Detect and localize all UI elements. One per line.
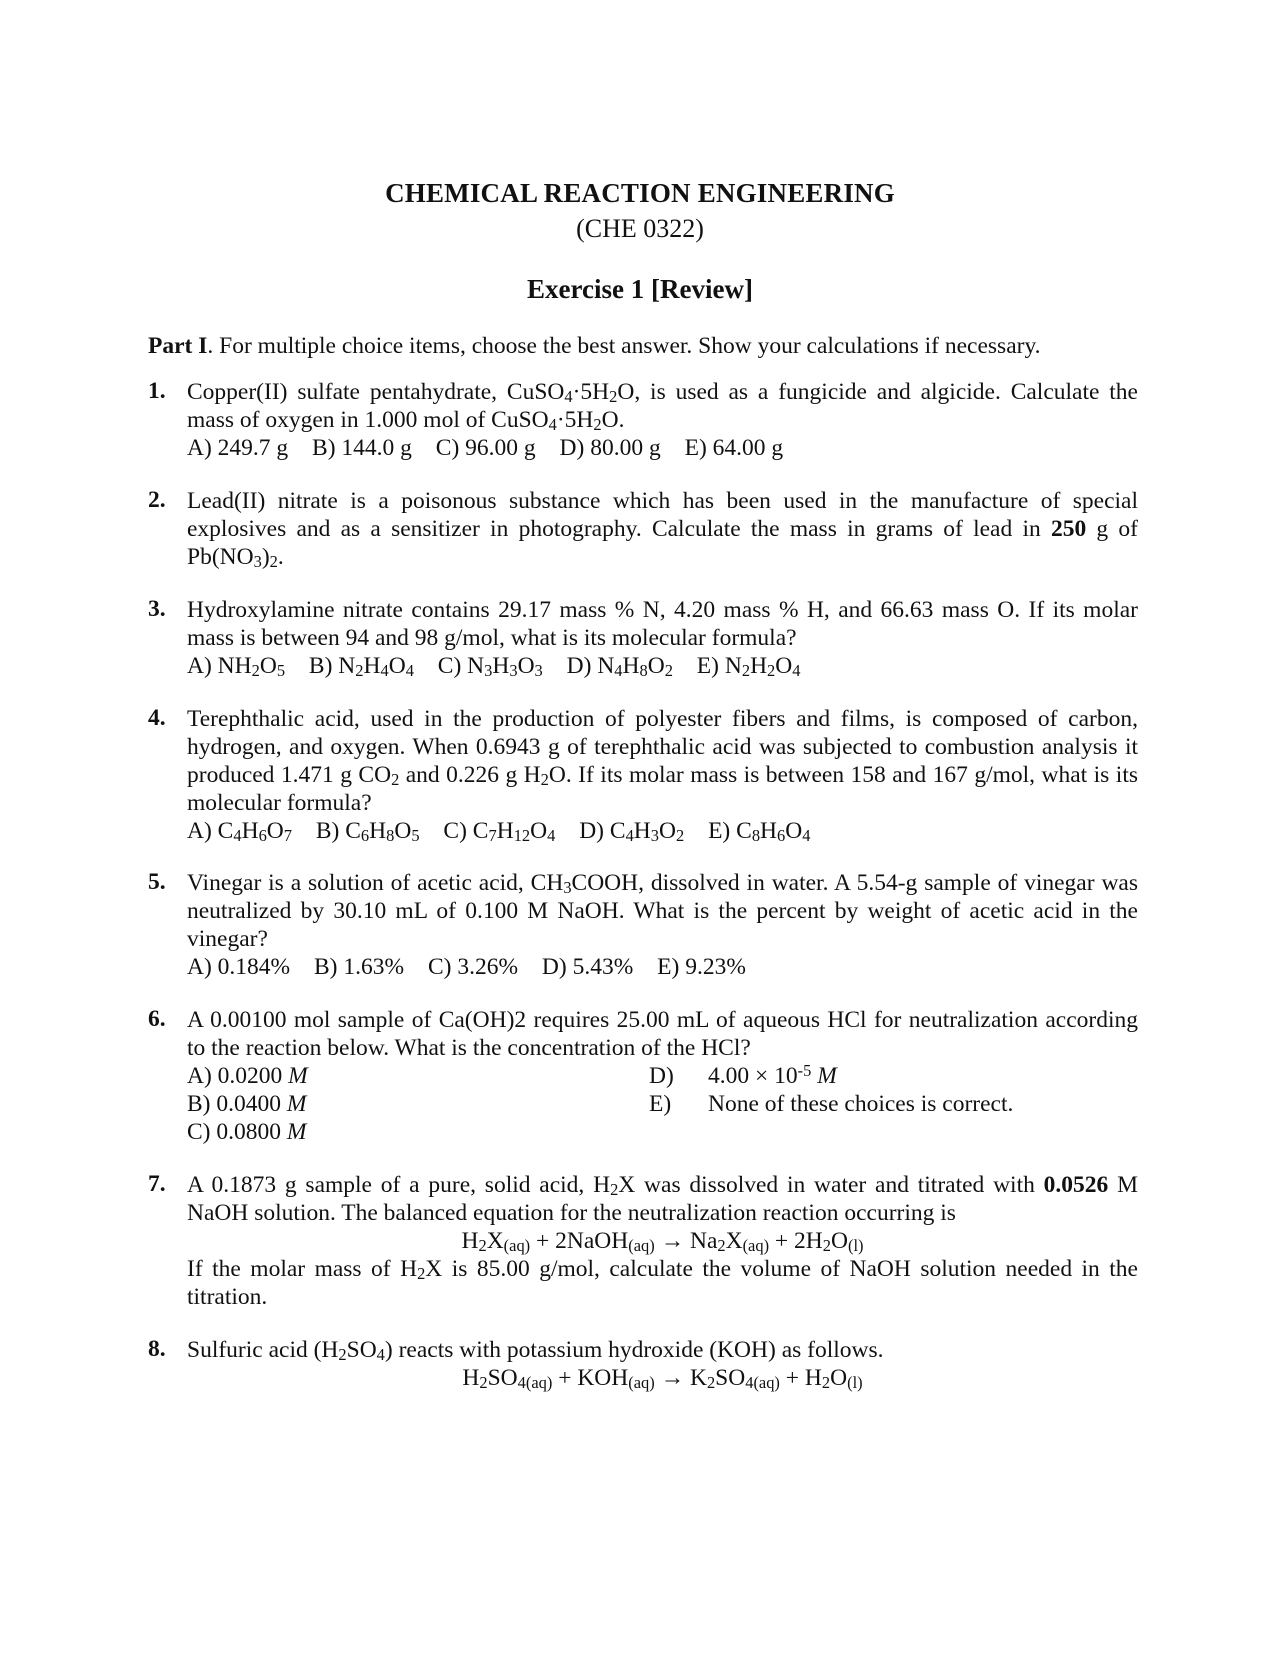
answer-choices (187, 1062, 1138, 1146)
question-number: 1. (148, 378, 166, 404)
document-title: CHEMICAL REACTION ENGINEERING (385, 178, 895, 208)
choice-d: D) 5.43% (541, 954, 634, 980)
choice-c: C) $C_7H_{12}O_4$ (443, 818, 556, 845)
choice-d-label: D) (649, 1063, 674, 1089)
choice-e: E) 64.00 g (684, 435, 784, 461)
choice-b: B) $C_6H_8O_5$ (315, 818, 420, 845)
question-text: A 0.1873 g sample of a pure, solid acid, $H_2X$ was dissolved in water and titrated with 0.0526 M NaOH solution. The balanced equation for the neutralization reaction occurring is $H_2X_{(aq)}$ + 2NaOH$_{(aq)}$ → $Na_2X_{(aq)} + 2H_2O_{(l)}$ If the molar mass of $H_2X$ is 85.00 g/mol, calculate the volume of NaOH solution needed in the titration. (187, 1172, 1138, 1310)
reaction-equation: $H_2SO_{4(aq)} + KOH_{(aq)} \to K_2SO_{4(aq)} + H_2O_{(l)}$ (462, 1365, 863, 1392)
choice-d: D) 80.00 g (559, 435, 661, 461)
choice-d: $4.00 \times 10^{-5}$ M (708, 1061, 837, 1089)
choice-e-label: E) (649, 1091, 672, 1117)
choice-e: E) $N_2H_2O_4$ (696, 653, 801, 680)
answer-choices (187, 817, 1138, 845)
question-number: 3. (148, 596, 166, 622)
choice-a: A) $C_4H_6O_7$ (187, 818, 292, 845)
choice-c: C) 0.0800 M (187, 1119, 307, 1145)
course-code: (CHE 0322) (576, 214, 704, 243)
choice-a: A) $NH_2O_5$ (187, 653, 286, 680)
question-number: 6. (148, 1006, 166, 1032)
question-number: 8. (148, 1336, 166, 1362)
question-text: Lead(II) nitrate is a poisonous substance which has been used in the manufacture of special explosives and as a sensitizer in photography. Calculate the mass in grams of lead in 250 g of $Pb(NO_3)_2$. (187, 488, 1138, 571)
choice-b: B) 0.0400 M (187, 1091, 307, 1117)
choice-a: A) 0.184% (187, 954, 291, 980)
question-text: Sulfuric acid $(H_2SO_4)$ reacts with potassium hydroxide (KOH) as follows. $H_2SO_{4(aq)} + KOH_{(aq)} \to K_2SO_{4(aq)} + H_2O_{(l)}$ (187, 1336, 1138, 1392)
choice-e: E) $C_8H_6O_4$ (708, 818, 811, 845)
exercise-heading: Exercise 1 [Review] (527, 274, 753, 304)
question-number: 4. (148, 705, 166, 731)
choice-a: A) 249.7 g (187, 435, 289, 461)
reaction-equation: $H_2X_{(aq)}$ + 2NaOH$_{(aq)}$ → $Na_2X_{(aq)} + 2H_2O_{(l)}$ (461, 1228, 864, 1255)
choice-b: B) $N_2H_4O_4$ (308, 653, 414, 680)
part-label: Part I (148, 333, 208, 359)
choice-d: D) $C_4H_3O_2$ (579, 818, 685, 845)
part-instructions (148, 333, 1138, 360)
choice-b: B) 144.0 g (312, 435, 412, 461)
choice-b: B) 1.63% (314, 954, 405, 980)
choice-e: None of these choices is correct. (708, 1091, 1014, 1117)
question-number: 5. (148, 869, 166, 895)
choice-d: D) $N_4H_8O_2$ (566, 653, 673, 680)
question-number: 7. (148, 1171, 166, 1197)
choice-a: A) 0.0200 M (187, 1063, 308, 1089)
question-text: Vinegar is a solution of acetic acid, $CH_3COOH$, dissolved in water. A 5.54-g sample of vinegar was neutralized by 30.10 mL of 0.100 M NaOH. What is the percent by weight of acetic acid in the vinegar? A) 0.184% B) 1.63% C) 3.26% D) 5.43% E) 9.23% (187, 870, 1138, 980)
question-text: Hydroxylamine nitrate contains 29.17 mass % N, 4.20 mass % H, and 66.63 mass O. If its molar mass is between 94 and 98 g/mol, what is its molecular formula? A) $NH_2O_5$ B) $N_2H_4O_4$ C) $N_3H_3O_3$ D) $N_4H_8O_2$ E) $N_2H_2O_4$ (187, 597, 1138, 680)
answer-choices (187, 434, 1138, 462)
answer-choices (187, 652, 1138, 680)
choice-c: C) 3.26% (427, 954, 519, 980)
question-text: Terephthalic acid, used in the production of polyester fibers and films, is composed of carbon, hydrogen, and oxygen. When 0.6943 g of terephthalic acid was subjected to combustion analysis it produced 1.471 g $CO_2$ and 0.226 g $H_2O$. If its molar mass is between 158 and 167 g/mol, what is its molecular formula? A) $C_4H_6O_7$ B) $C_6H_8O_5$ C) $C_7H_{12}O_4$ D) $C_4H_3O_2$ E) $C_8H_6O_4$ (187, 706, 1138, 845)
choice-c: C) $N_3H_3O_3$ (437, 653, 543, 680)
question-number: 2. (148, 487, 166, 513)
question-text: Copper(II) sulfate pentahydrate, $CuSO_4\cdot 5H_2O$, is used as a fungicide and algicide. Calculate the mass of oxygen in 1.000 mol of $CuSO_4\cdot 5H_2O$. A) 249.7 g B) 144.0 g C) 96.00 g D) 80.00 g E) 64.00 g (187, 379, 1138, 461)
answer-choices (187, 953, 1138, 981)
choice-e: E) 9.23% (657, 954, 746, 980)
choice-c: C) 96.00 g (435, 435, 536, 461)
question-text: A 0.00100 mol sample of Ca(OH)2 requires 25.00 mL of aqueous HCl for neutralization according to the reaction below. What is the concentration of the HCl? A) 0.0200 M B) 0.0400 M C) 0.0800 M D) $4.00 \times 10^{-5}$ M E) None of these choices is correct. (187, 1007, 1138, 1145)
instructions-text: . For multiple choice items, choose the best answer. Show your calculations if necessary. (207, 333, 1041, 359)
